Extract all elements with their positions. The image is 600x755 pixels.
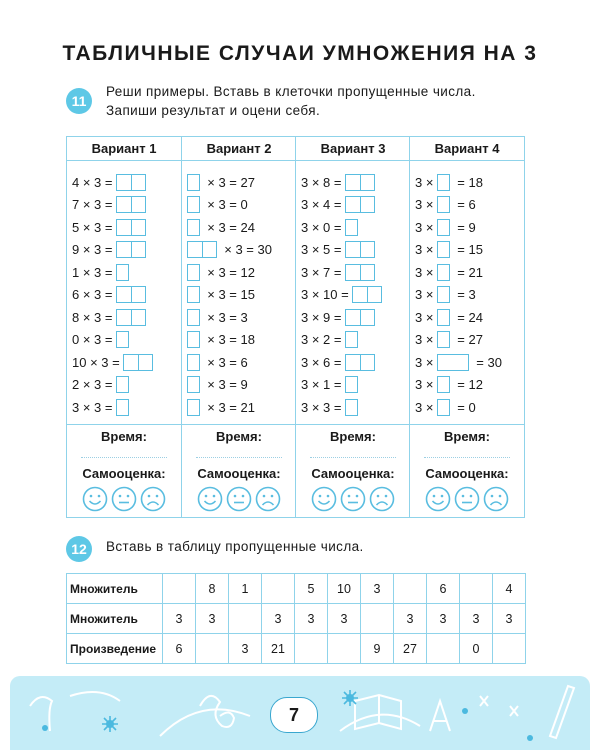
expression-text: × 3 = 6	[207, 354, 248, 370]
table-row	[67, 604, 526, 634]
task-11-badge: 11	[66, 88, 92, 114]
table-cell[interactable]	[262, 574, 295, 604]
expression-text: 9 × 3 =	[72, 241, 113, 257]
table-cell[interactable]: 3	[328, 604, 361, 634]
expression-text: = 12	[457, 376, 483, 392]
table-row	[67, 634, 526, 664]
variant-4-row	[415, 262, 483, 282]
task-11-text-line1: Реши примеры. Вставь в клеточки пропущенные числа.	[106, 84, 476, 99]
expression-text: 8 × 3 =	[72, 309, 113, 325]
expression-text: 3 × 0 =	[301, 219, 342, 235]
variant-3-header: Вариант 3	[296, 137, 410, 161]
answer-box[interactable]	[352, 286, 382, 303]
variant-4-row	[415, 239, 483, 259]
expression-text: 10 × 3 =	[72, 354, 120, 370]
answer-box[interactable]	[187, 354, 200, 371]
table-cell[interactable]	[295, 634, 328, 664]
expression-text: × 3 = 30	[224, 241, 272, 257]
variant-2-header: Вариант 2	[182, 137, 296, 161]
answer-box[interactable]	[116, 399, 129, 416]
happy-face-icon[interactable]	[425, 486, 451, 512]
variant-3-row	[301, 397, 358, 417]
happy-face-icon[interactable]	[82, 486, 108, 512]
neutral-face-icon[interactable]	[340, 486, 366, 512]
self-assessment-label: Самооценка:	[311, 466, 395, 481]
variant-3-row	[301, 217, 358, 237]
self-assessment-faces	[182, 486, 296, 512]
answer-box[interactable]	[187, 309, 200, 326]
expression-text: = 6	[457, 196, 476, 212]
table-cell[interactable]: 3	[460, 604, 493, 634]
page-title: ТАБЛИЧНЫЕ СЛУЧАИ УМНОЖЕНИЯ НА 3	[62, 42, 538, 65]
expression-text: 7 × 3 =	[72, 196, 113, 212]
answer-box[interactable]	[437, 309, 450, 326]
divider	[410, 424, 524, 425]
time-input-line[interactable]	[424, 457, 510, 458]
table-cell[interactable]	[493, 634, 526, 664]
exercise-11-table	[66, 136, 525, 518]
variant-4-row	[415, 307, 483, 327]
table-row	[67, 574, 526, 604]
table-cell[interactable]: 3	[361, 574, 394, 604]
variant-1-row	[72, 217, 146, 237]
answer-box[interactable]	[187, 196, 200, 213]
variant-3-row	[301, 329, 358, 349]
answer-box[interactable]	[437, 399, 450, 416]
neutral-face-icon[interactable]	[226, 486, 252, 512]
answer-box[interactable]	[187, 376, 200, 393]
table-cell[interactable]: 8	[196, 574, 229, 604]
variant-1-row	[72, 307, 146, 327]
table-cell[interactable]: 27	[394, 634, 427, 664]
expression-prefix: 3 ×	[415, 309, 434, 325]
expression-text: × 3 = 21	[207, 399, 255, 415]
variant-2-row	[187, 397, 255, 417]
expression-text: 3 × 6 =	[301, 354, 342, 370]
answer-box[interactable]	[187, 399, 200, 416]
answer-box[interactable]	[187, 174, 200, 191]
expression-text: = 27	[457, 331, 483, 347]
answer-box[interactable]	[437, 354, 469, 371]
expression-text: 3 × 10 =	[301, 286, 349, 302]
expression-text: 0 × 3 =	[72, 331, 113, 347]
table-cell[interactable]: 3	[427, 604, 460, 634]
expression-text: 5 × 3 =	[72, 219, 113, 235]
expression-text: 3 × 4 =	[301, 196, 342, 212]
answer-box[interactable]	[437, 331, 450, 348]
variant-4-row	[415, 352, 502, 372]
sad-face-icon[interactable]	[483, 486, 509, 512]
table-cell[interactable]: 3	[394, 604, 427, 634]
expression-text: 3 × 2 =	[301, 331, 342, 347]
table-cell[interactable]	[196, 634, 229, 664]
answer-box[interactable]	[345, 354, 375, 371]
variant-3-row	[301, 194, 375, 214]
answer-box[interactable]	[437, 286, 450, 303]
answer-box[interactable]	[345, 241, 375, 258]
table-cell[interactable]: 9	[361, 634, 394, 664]
table-cell[interactable]: 1	[229, 574, 262, 604]
expression-prefix: 3 ×	[415, 264, 434, 280]
variant-4-row	[415, 172, 483, 192]
answer-box[interactable]	[345, 399, 358, 416]
time-input-line[interactable]	[196, 457, 282, 458]
table-cell[interactable]: 6	[427, 574, 460, 604]
expression-text: 3 × 5 =	[301, 241, 342, 257]
neutral-face-icon[interactable]	[454, 486, 480, 512]
expression-prefix: 3 ×	[415, 331, 434, 347]
expression-text: 3 × 3 =	[72, 399, 113, 415]
time-input-line[interactable]	[310, 457, 396, 458]
expression-text: 3 × 7 =	[301, 264, 342, 280]
expression-text: × 3 = 18	[207, 331, 255, 347]
expression-prefix: 3 ×	[415, 196, 434, 212]
table-cell[interactable]	[394, 574, 427, 604]
expression-text: 2 × 3 =	[72, 376, 113, 392]
variant-1-row	[72, 284, 146, 304]
variant-4-row	[415, 284, 476, 304]
variant-3-row	[301, 352, 375, 372]
answer-box[interactable]	[116, 219, 146, 236]
table-cell[interactable]	[460, 574, 493, 604]
task-12-badge: 12	[66, 536, 92, 562]
answer-box[interactable]	[116, 309, 146, 326]
expression-text: 3 × 1 =	[301, 376, 342, 392]
row-label: Произведение	[67, 634, 163, 664]
variant-2-row	[187, 172, 255, 192]
sad-face-icon[interactable]	[140, 486, 166, 512]
answer-box[interactable]	[187, 331, 200, 348]
time-label: Время:	[444, 429, 490, 444]
table-cell[interactable]	[328, 634, 361, 664]
expression-text: 3 × 9 =	[301, 309, 342, 325]
answer-box[interactable]	[116, 174, 146, 191]
answer-box[interactable]	[187, 241, 217, 258]
answer-box[interactable]	[116, 196, 146, 213]
answer-box[interactable]	[437, 264, 450, 281]
table-cell[interactable]: 0	[460, 634, 493, 664]
answer-box[interactable]	[116, 286, 146, 303]
variant-1-column	[67, 137, 181, 517]
variant-2-column	[181, 137, 296, 517]
variant-2-row	[187, 194, 248, 214]
time-label: Время:	[330, 429, 376, 444]
expression-text: 1 × 3 =	[72, 264, 113, 280]
expression-prefix: 3 ×	[415, 286, 434, 302]
divider	[182, 424, 296, 425]
variant-3-row	[301, 172, 375, 192]
answer-box[interactable]	[437, 196, 450, 213]
answer-box[interactable]	[187, 219, 200, 236]
expression-text: = 3	[457, 286, 476, 302]
answer-box[interactable]	[116, 331, 129, 348]
expression-text: = 21	[457, 264, 483, 280]
variant-2-row	[187, 284, 255, 304]
variant-1-row	[72, 374, 129, 394]
expression-prefix: 3 ×	[415, 376, 434, 392]
table-cell[interactable]	[361, 604, 394, 634]
row-label: Множитель	[67, 574, 163, 604]
expression-text: × 3 = 0	[207, 196, 248, 212]
expression-prefix: 3 ×	[415, 354, 434, 370]
variant-4-column	[409, 137, 524, 517]
table-cell[interactable]	[163, 574, 196, 604]
expression-text: × 3 = 27	[207, 174, 255, 190]
variant-2-row	[187, 239, 272, 259]
variant-4-row	[415, 194, 476, 214]
answer-box[interactable]	[345, 174, 375, 191]
expression-text: × 3 = 3	[207, 309, 248, 325]
table-cell[interactable]: 21	[262, 634, 295, 664]
expression-text: 3 × 8 =	[301, 174, 342, 190]
answer-box[interactable]	[123, 354, 153, 371]
answer-box[interactable]	[345, 219, 358, 236]
variant-2-row	[187, 352, 248, 372]
table-cell[interactable]: 4	[493, 574, 526, 604]
expression-prefix: 3 ×	[415, 174, 434, 190]
variant-1-row	[72, 262, 129, 282]
page-number: 7	[270, 697, 318, 733]
table-cell[interactable]: 3	[229, 634, 262, 664]
time-label: Время:	[216, 429, 262, 444]
expression-prefix: 3 ×	[415, 219, 434, 235]
expression-text: × 3 = 15	[207, 286, 255, 302]
variant-3-row	[301, 262, 375, 282]
variant-3-row	[301, 374, 358, 394]
variant-3-row	[301, 239, 375, 259]
divider	[296, 424, 410, 425]
table-cell[interactable]: 3	[295, 604, 328, 634]
variant-3-row	[301, 284, 382, 304]
answer-box[interactable]	[437, 219, 450, 236]
neutral-face-icon[interactable]	[111, 486, 137, 512]
expression-text: 4 × 3 =	[72, 174, 113, 190]
expression-text: 3 × 3 =	[301, 399, 342, 415]
variant-4-row	[415, 397, 476, 417]
exercise-12-table	[66, 573, 526, 664]
time-label: Время:	[101, 429, 147, 444]
variant-4-row	[415, 329, 483, 349]
variant-4-header: Вариант 4	[410, 137, 524, 161]
answer-box[interactable]	[437, 174, 450, 191]
variant-2-row	[187, 262, 255, 282]
variant-1-row	[72, 194, 146, 214]
answer-box[interactable]	[116, 241, 146, 258]
self-assessment-faces	[410, 486, 524, 512]
variant-1-row	[72, 352, 153, 372]
self-assessment-label: Самооценка:	[197, 466, 281, 481]
answer-box[interactable]	[187, 286, 200, 303]
table-cell[interactable]	[427, 634, 460, 664]
expression-text: × 3 = 9	[207, 376, 248, 392]
variant-2-row	[187, 329, 255, 349]
sad-face-icon[interactable]	[369, 486, 395, 512]
task-12-text: Вставь в таблицу пропущенные числа.	[106, 539, 364, 554]
table-cell[interactable]: 3	[262, 604, 295, 634]
answer-box[interactable]	[437, 241, 450, 258]
variant-1-row	[72, 329, 129, 349]
expression-text: = 9	[457, 219, 476, 235]
variant-3-column	[295, 137, 410, 517]
happy-face-icon[interactable]	[197, 486, 223, 512]
time-input-line[interactable]	[81, 457, 167, 458]
expression-text: = 0	[457, 399, 476, 415]
expression-text: × 3 = 24	[207, 219, 255, 235]
expression-text: = 15	[457, 241, 483, 257]
answer-box[interactable]	[187, 264, 200, 281]
variant-1-row	[72, 397, 129, 417]
table-cell[interactable]: 6	[163, 634, 196, 664]
answer-box[interactable]	[345, 196, 375, 213]
table-cell[interactable]: 3	[196, 604, 229, 634]
expression-text: = 30	[476, 354, 502, 370]
variant-2-row	[187, 217, 255, 237]
row-label: Множитель	[67, 604, 163, 634]
answer-box[interactable]	[437, 376, 450, 393]
self-assessment-label: Самооценка:	[425, 466, 509, 481]
self-assessment-faces	[67, 486, 181, 512]
variant-1-header: Вариант 1	[67, 137, 181, 161]
answer-box[interactable]	[345, 309, 375, 326]
self-assessment-label: Самооценка:	[82, 466, 166, 481]
answer-box[interactable]	[116, 264, 129, 281]
table-cell[interactable]: 5	[295, 574, 328, 604]
table-cell[interactable]	[229, 604, 262, 634]
answer-box[interactable]	[345, 376, 358, 393]
task-11-text-line2: Запиши результат и оцени себя.	[106, 103, 321, 118]
self-assessment-faces	[296, 486, 410, 512]
expression-prefix: 3 ×	[415, 241, 434, 257]
table-cell[interactable]: 3	[493, 604, 526, 634]
variant-4-row	[415, 374, 483, 394]
expression-text: × 3 = 12	[207, 264, 255, 280]
variant-4-row	[415, 217, 476, 237]
happy-face-icon[interactable]	[311, 486, 337, 512]
variant-2-row	[187, 307, 248, 327]
answer-box[interactable]	[345, 264, 375, 281]
expression-prefix: 3 ×	[415, 399, 434, 415]
table-cell[interactable]: 3	[163, 604, 196, 634]
variant-1-row	[72, 172, 146, 192]
variant-2-row	[187, 374, 248, 394]
variant-3-row	[301, 307, 375, 327]
expression-text: = 18	[457, 174, 483, 190]
sad-face-icon[interactable]	[255, 486, 281, 512]
expression-text: = 24	[457, 309, 483, 325]
answer-box[interactable]	[116, 376, 129, 393]
answer-box[interactable]	[345, 331, 358, 348]
variant-1-row	[72, 239, 146, 259]
table-cell[interactable]: 10	[328, 574, 361, 604]
expression-text: 6 × 3 =	[72, 286, 113, 302]
divider	[67, 424, 181, 425]
